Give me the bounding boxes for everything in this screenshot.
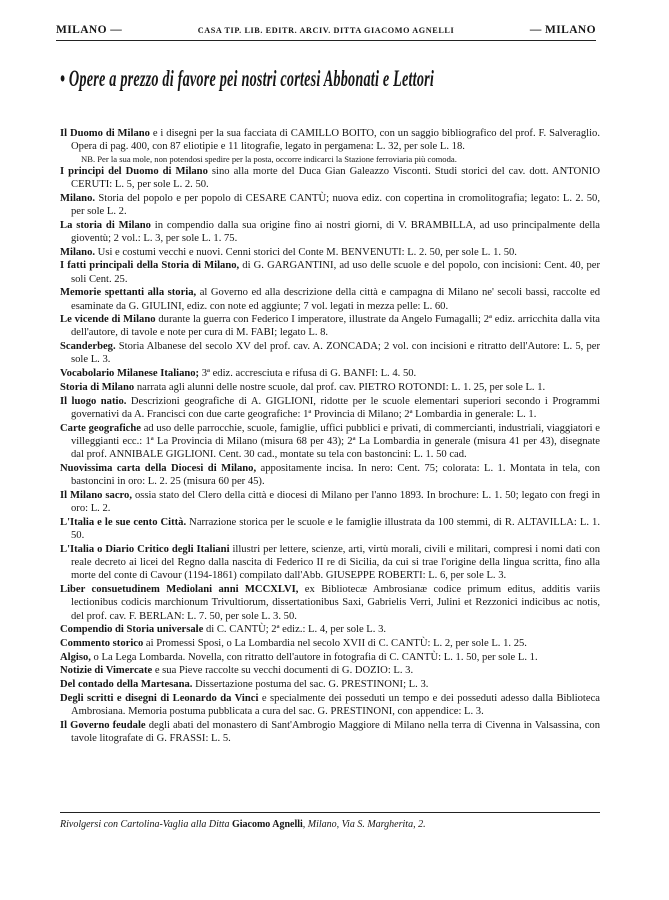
entry-description: Descrizioni geografiche di A. GIGLIONI, ridotte per le scuole elementari superiori secondo i Programmi governativi da A. Francisci con due carte geografiche: 1ª Provincia di Milano; 2ª Lombardia in generale: L. 1.: [71, 395, 600, 420]
entry-description: e specialmente dei posseduti un tempo e dei posseduti adesso dalla Biblioteca Ambrosiana. Memoria postuma pubblicata a cura del sac. G. PRESTINONI, con appendice: L. 3.: [71, 692, 600, 718]
entry-note: NB. Per la sua mole, non potendosi spedire per la posta, occorre indicarci la Stazione ferroviaria più comoda.: [81, 153, 457, 164]
entry-title: L'Italia o Diario Critico degli Italiani: [60, 543, 230, 555]
entry-description: o La Lega Lombarda. Novella, con ritratto dell'autore in fotografia di C. CANTÙ: L. 1. 50, per sole L. 1.: [90, 651, 538, 663]
footer-publisher-name: Giacomo Agnelli: [231, 819, 303, 830]
entry-description: Storia Albanese del secolo XV del prof. cav. A. ZONCADA; 2 vol. con incisioni e ritratto dell'Autore: L. 5, per sole L. 3.: [71, 341, 600, 366]
entry-title: Carte geografiche: [60, 422, 141, 434]
list-item: [60, 286, 600, 313]
list-item: [60, 165, 600, 192]
entry-description: di G. GARGANTINI, ad uso delle scuole e del popolo, con incisioni: Cent. 40, per soli Cent. 25.: [71, 260, 600, 285]
list-item: [60, 678, 600, 691]
page-footer: [60, 812, 600, 830]
entry-title: Scanderbeg.: [60, 341, 116, 353]
entry-title: Liber consuetudinem Mediolani anni MCCXLVI,: [60, 584, 299, 596]
list-item: [60, 651, 600, 664]
entry-title: La storia di Milano: [60, 219, 151, 231]
list-item: [60, 259, 600, 286]
entry-title: Milano.: [60, 192, 96, 204]
entry-description: Storia del popolo e per popolo di CESARE CANTÙ; nuova ediz. con copertina in cromolitografia; legato: L. 2. 50, per sole L. 2.: [71, 192, 600, 217]
entry-title: Memorie spettanti alla storia,: [60, 287, 197, 299]
list-item: [60, 719, 600, 746]
list-item: [60, 192, 600, 219]
entry-description: e i disegni per la sua facciata di CAMILLO BOITO, con un saggio bibliografico del prof. F. Salveraglio. Opera di pag. 400, con 87 eliotipie e 11 litografie, legato in pergamena: L. 32, per sole L. 18.: [71, 128, 600, 153]
entry-title: Il Duomo di Milano: [60, 128, 150, 139]
header-left: MILANO —: [56, 24, 123, 36]
entry-description: ossia stato del Clero della città e diocesi di Milano per l'anno 1893. In brochure: L. 1. 50; legato con fregi in oro: L. 2.: [71, 489, 601, 515]
entry-title: Del contado della Martesana.: [60, 679, 193, 691]
entry-description: Usi e costumi vecchi e nuovi. Cenni storici del Conte M. BENVENUTI: L. 2. 50, per sole L. 1. 50.: [95, 246, 517, 258]
entry-title: Il Governo feudale: [60, 719, 146, 731]
entry-title: L'Italia e le sue cento Città.: [60, 516, 187, 528]
entry-description: Dissertazione postuma del sac. G. PRESTINONI; L. 3.: [192, 679, 429, 691]
list-item: [60, 367, 600, 380]
list-item: [60, 583, 600, 623]
entry-description: appositamente incisa. In nero: Cent. 75; colorata: L. 1. Montata in tela, con bastoncini in oro: L. 2. 25 (misura 60 per 45).: [71, 462, 600, 488]
list-item: [60, 664, 600, 677]
header-publisher: CASA TIP. LIB. EDITR. ARCIV. DITTA GIACOMO AGNELLI: [197, 26, 455, 35]
entry-title: Il luogo natio.: [60, 395, 127, 407]
entry-description: 3ª ediz. accresciuta e rifusa di G. BANFI: L. 4. 50.: [199, 368, 417, 380]
page-title: • Opere a prezzo di favore pei nostri cortesi Abbonati e Lettori: [60, 66, 435, 91]
entry-description: ai Promessi Sposi, o La Lombardia nel secolo XVII di C. CANTÙ: L. 2, per sole L. 1. 25.: [143, 638, 527, 649]
entry-title: Le vicende di Milano: [60, 314, 156, 326]
entry-title: I principi del Duomo di Milano: [60, 165, 208, 177]
entry-title: Compendio di Storia universale: [60, 624, 204, 636]
entry-description: Narrazione storica per le scuole e le famiglie illustrata da 100 stemmi, di R. ALTAVILLA: L. 1. 50.: [71, 516, 600, 542]
list-item: [60, 489, 600, 516]
footer-prefix: Rivolgersi con Cartolina-Vaglia alla Ditta: [60, 819, 232, 830]
list-item: [60, 516, 600, 543]
entry-description: ex Bibliotecæ Ambrosianæ codice primum editus, additis variis lectionibus codicis marchionum Trivultiorum, dissertationibus Saxi, Gabrielis Verri, Julini et Rezzonici indicibus ac notis, del prof. cav. F. BERLAN: L. 7. 50, per sole L. 3. 50.: [71, 584, 601, 622]
entry-description: ad uso delle parrocchie, scuole, famiglie, uffici pubblici e privati, di commercianti, industriali, viaggiatori e villeggianti ecc.: 1ª La Provincia di Milano (misura 68 per 43); 2ª La Lombardia in generale (misura 41 per 43), disegnate dal prof. ANNIBALE GIGLIONI. Cent. 30 cad., montate su tela con bastoncini: L. 1. 50 cad.: [71, 422, 600, 461]
entry-title: Commento storico: [60, 638, 144, 649]
list-item: [60, 623, 600, 636]
entry-description: narrata agli alunni delle nostre scuole, dal prof. cav. PIETRO ROTONDI: L. 1. 25, per sole L. 1.: [134, 381, 546, 393]
list-item: [60, 395, 600, 422]
entry-title: Milano.: [60, 246, 96, 258]
entry-title: Notizie di Vimercate: [60, 665, 153, 677]
entry-title: Nuovissima carta della Diocesi di Milano,: [60, 462, 257, 474]
list-item: [60, 637, 600, 650]
list-item: [60, 543, 600, 583]
list-item: [60, 246, 600, 259]
entry-description: degli abati del monastero di Sant'Ambrogio Maggiore di Milano nella terra di Civenna in Valsassina, con tavole litografate di G. FRASSI: L. 5.: [71, 719, 601, 745]
entry-description: in compendio dalla sua origine fino ai nostri giorni, di V. BRAMBILLA, ad uso principalmente della gioventù; 2 vol.: L. 3, per sole L. 1. 75.: [71, 219, 600, 244]
list-item: [60, 340, 600, 367]
list-item: [60, 422, 600, 462]
entry-title: I fatti principali della Storia di Milano,: [60, 260, 240, 272]
list-item: [60, 127, 600, 164]
list-item: [60, 462, 600, 489]
entry-title: Vocabolario Milanese Italiano;: [60, 368, 200, 380]
list-item: [60, 219, 600, 246]
entry-description: di C. CANTÙ; 2ª ediz.: L. 4, per sole L. 3.: [203, 624, 387, 636]
entry-title: Storia di Milano: [60, 381, 135, 393]
entry-title: Algiso,: [60, 651, 91, 663]
entry-title: Degli scritti e disegni di Leonardo da Vinci: [60, 692, 259, 704]
entry-title: Il Milano sacro,: [60, 489, 132, 501]
list-item: [60, 313, 600, 340]
page-header: [56, 24, 596, 41]
book-list: [60, 127, 600, 746]
entry-description: al Governo ed alla descrizione della città e campagna di Milano ne' secoli bassi, raccolte ed esaminate da G. GIULINI, ediz. con note ed aggiunte; 7 vol. legati in mezza pelle: L. 60.: [71, 287, 600, 312]
entry-description: sino alla morte del Duca Gian Galeazzo Visconti. Studi storici del cav. dott. ANTONIO CERUTI: L. 5, per sole L. 2. 50.: [71, 165, 600, 190]
entry-description: e sua Pieve raccolte su vecchi documenti di G. DOZIO: L. 3.: [152, 665, 414, 677]
entry-description: illustri per lettere, scienze, arti, virtù morali, civili e militari, compresi i nomi dati con reale decreto ai licei del Regno dalla nascita di Federico II re di Sicilia, da cui si trae l'origine della lingua scritta, fino alla morte del conte di Cavour (1194-1861) compilato dall'Abb. GIUSEPPE ROBERTI: L. 6, per sole L. 3.: [71, 543, 600, 582]
header-right: — MILANO: [529, 24, 596, 36]
list-item: [60, 381, 600, 394]
list-item: [60, 692, 600, 719]
footer-address: , Milano, Via S. Margherita, 2.: [302, 819, 426, 830]
entry-description: durante la guerra con Federico I imperatore, illustrate da Angelo Fumagalli; 2ª ediz. arricchita dalla vita dell'autore, di tavole e note per cura di M. FABI; legato L. 8.: [71, 314, 600, 339]
